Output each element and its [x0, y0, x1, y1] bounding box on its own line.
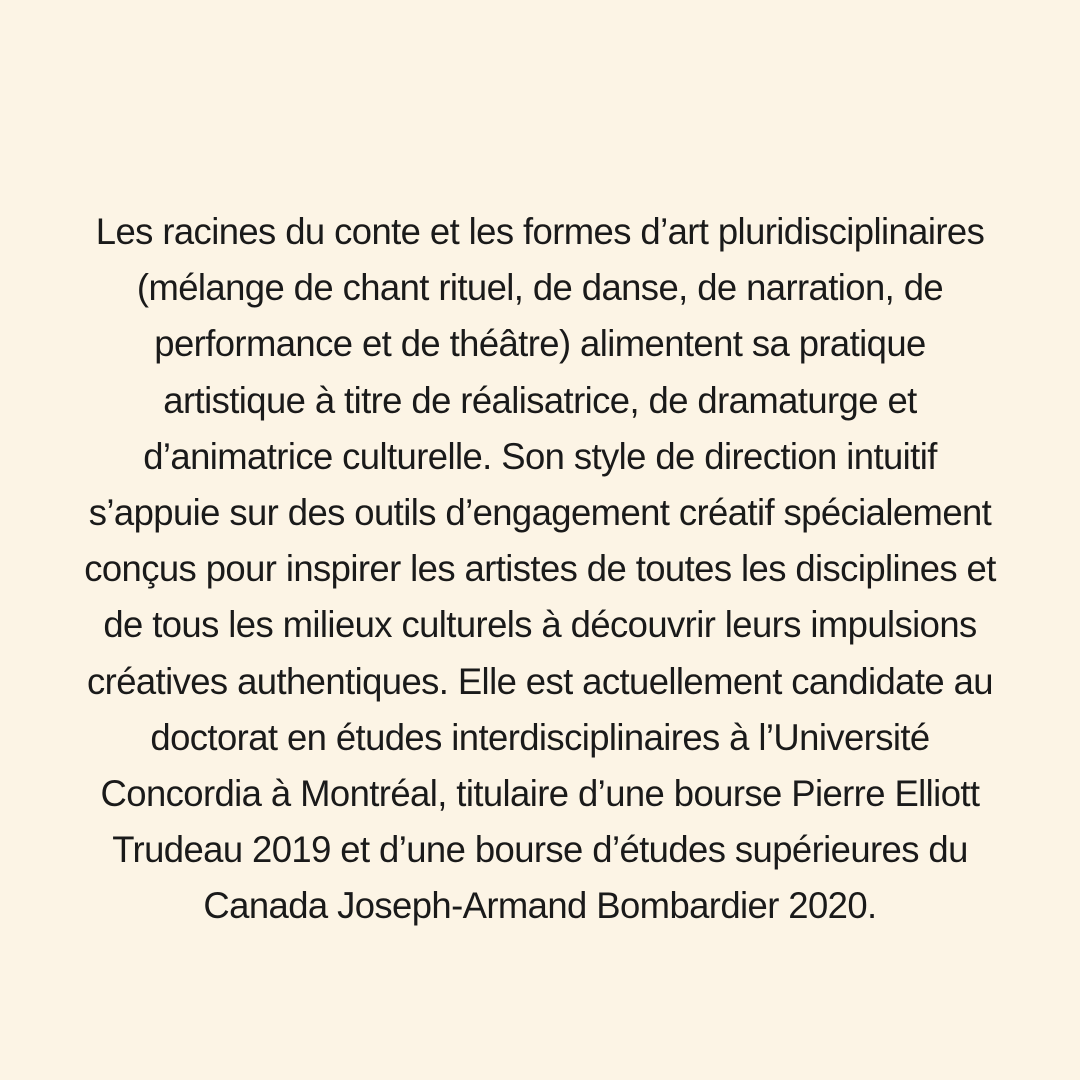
bio-line: (mélange de chant rituel, de danse, de narration, de: [136, 267, 944, 309]
bio-line: Canada Joseph-Armand Bombardier 2020.: [203, 885, 877, 927]
bio-line: s’appuie sur des outils d’engagement créatif spécialement: [88, 492, 992, 534]
bio-line: performance et de théâtre) alimentent sa pratique: [154, 323, 926, 365]
bio-line: conçus pour inspirer les artistes de toutes les disciplines et: [84, 548, 996, 590]
bio-line: Concordia à Montréal, titulaire d’une bourse Pierre Elliott: [100, 773, 980, 815]
bio-line: artistique à titre de réalisatrice, de dramaturge et: [163, 379, 917, 421]
bio-line: de tous les milieux culturels à découvrir leurs impulsions: [103, 604, 977, 646]
bio-paragraph: [0, 204, 1080, 935]
bio-line: Trudeau 2019 et d’une bourse d’études supérieures du: [112, 829, 968, 871]
bio-line: doctorat en études interdisciplinaires à l’Université: [150, 716, 930, 758]
bio-line: d’animatrice culturelle. Son style de direction intuitif: [143, 435, 937, 477]
bio-line: Les racines du conte et les formes d’art pluridisciplinaires: [95, 211, 985, 252]
bio-line: créatives authentiques. Elle est actuellement candidate au: [87, 660, 993, 702]
